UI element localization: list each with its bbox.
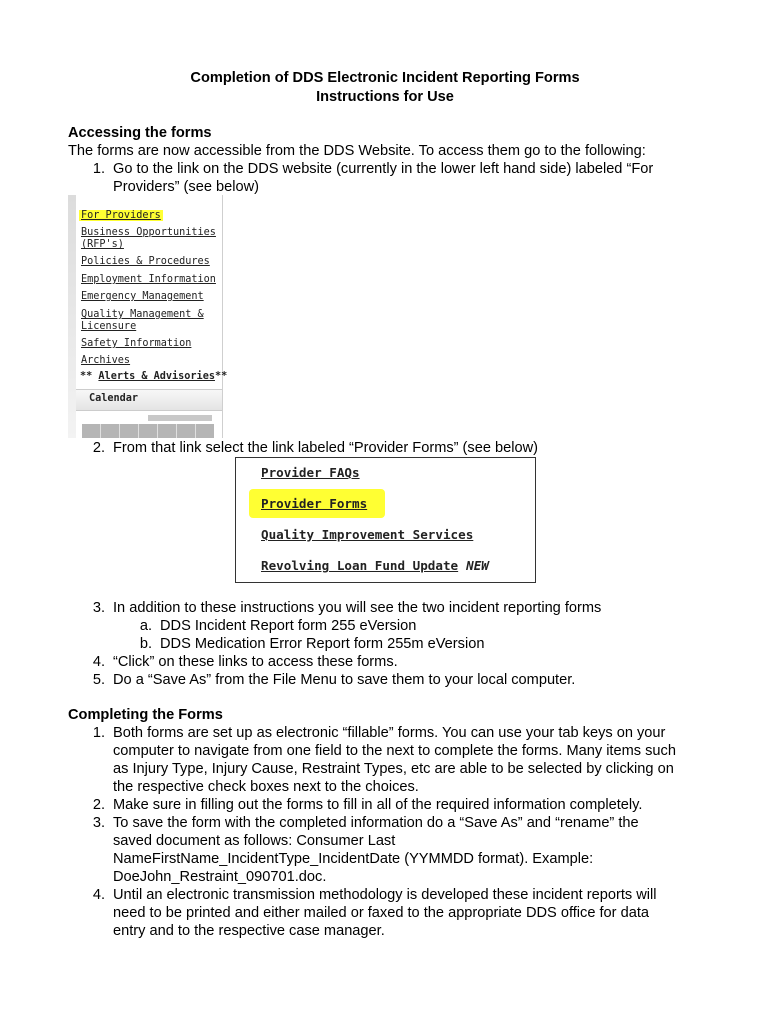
step-text: “Click” on these links to access these forms. <box>113 654 398 670</box>
step-number: 1. <box>92 725 105 741</box>
step-text: computer to navigate from one field to the next to complete the forms. Many items such <box>113 743 676 759</box>
substep-text: DDS Incident Report form 255 eVersion <box>160 618 417 634</box>
nav-link-for-providers: For Providers <box>81 210 161 221</box>
calendar-label: Calendar <box>89 393 139 404</box>
substep-letter: a. <box>139 618 152 634</box>
nav-link-safety: Safety Information <box>81 338 192 349</box>
step-text: From that link select the link labeled “Provider Forms” (see below) <box>113 440 538 456</box>
step-text: entry and to the respective case manager. <box>113 923 385 939</box>
step-text: saved document as follows: Consumer Last <box>113 833 396 849</box>
calendar-toolbar <box>148 415 212 421</box>
step-number: 2. <box>92 440 105 456</box>
step-text: Until an electronic transmission methodology is developed these incident reports will <box>113 887 657 903</box>
section-heading-accessing: Accessing the forms <box>68 125 212 141</box>
step-number: 4. <box>92 887 105 903</box>
step-text: the respective check boxes next to the choices. <box>113 779 419 795</box>
new-tag: NEW <box>466 558 489 573</box>
step-text: Make sure in filling out the forms to fill in all of the required information completely. <box>113 797 643 813</box>
provider-link-quality: Quality Improvement Services <box>261 527 474 542</box>
substep-text: DDS Medication Error Report form 255m eVersion <box>160 636 485 652</box>
step-number: 4. <box>92 654 105 670</box>
step-text: To save the form with the completed information do a “Save As” and “rename” the <box>113 815 639 831</box>
nav-strip <box>68 195 76 438</box>
document-title: Completion of DDS Electronic Incident Reporting Forms <box>190 70 580 86</box>
step-text: Both forms are set up as electronic “fillable” forms. You can use your tab keys on your <box>113 725 666 741</box>
step-text: Go to the link on the DDS website (currently in the lower left hand side) labeled “For <box>113 161 654 177</box>
nav-link-quality-management: Quality Management & <box>81 309 204 320</box>
step-number: 3. <box>92 600 105 616</box>
step-text: In addition to these instructions you will see the two incident reporting forms <box>113 600 602 616</box>
accessing-intro: The forms are now accessible from the DDS Website. To access them go to the following: <box>68 143 646 159</box>
nav-alerts: ** Alerts & Advisories** <box>80 371 228 382</box>
nav-menu-screenshot <box>68 195 228 438</box>
provider-links-screenshot <box>235 457 536 583</box>
step-number: 5. <box>92 672 105 688</box>
nav-link-employment: Employment Information <box>81 274 216 285</box>
nav-link-emergency: Emergency Management <box>81 291 204 302</box>
provider-link-faqs: Provider FAQs <box>261 465 360 480</box>
provider-link-forms: Provider Forms <box>261 496 368 511</box>
step-text: DoeJohn_Restraint_090701.doc. <box>113 869 327 885</box>
nav-link-rfps: (RFP's) <box>81 239 124 250</box>
nav-link-business-opportunities: Business Opportunities <box>81 227 216 238</box>
nav-link-policies: Policies & Procedures <box>81 256 210 267</box>
step-text: Providers” (see below) <box>113 179 259 195</box>
substep-letter: b. <box>139 636 152 652</box>
step-text: NameFirstName_IncidentType_IncidentDate (YYMMDD format). Example: <box>113 851 594 867</box>
section-heading-completing: Completing the Forms <box>68 707 223 723</box>
step-text: need to be printed and either mailed or faxed to the appropriate DDS office for data <box>113 905 649 921</box>
nav-link-archives: Archives <box>81 355 131 366</box>
calendar-grid <box>82 424 214 438</box>
step-number: 3. <box>92 815 105 831</box>
step-text: as Injury Type, Injury Cause, Restraint Types, etc are able to be selected by clicking on <box>113 761 674 777</box>
step-number: 2. <box>92 797 105 813</box>
nav-link-licensure: Licensure <box>81 321 137 332</box>
step-number: 1. <box>92 161 105 177</box>
step-text: Do a “Save As” from the File Menu to save them to your local computer. <box>113 672 576 688</box>
document-subtitle: Instructions for Use <box>316 89 454 105</box>
provider-link-revolving-loan: Revolving Loan Fund Update NEW <box>261 558 489 573</box>
